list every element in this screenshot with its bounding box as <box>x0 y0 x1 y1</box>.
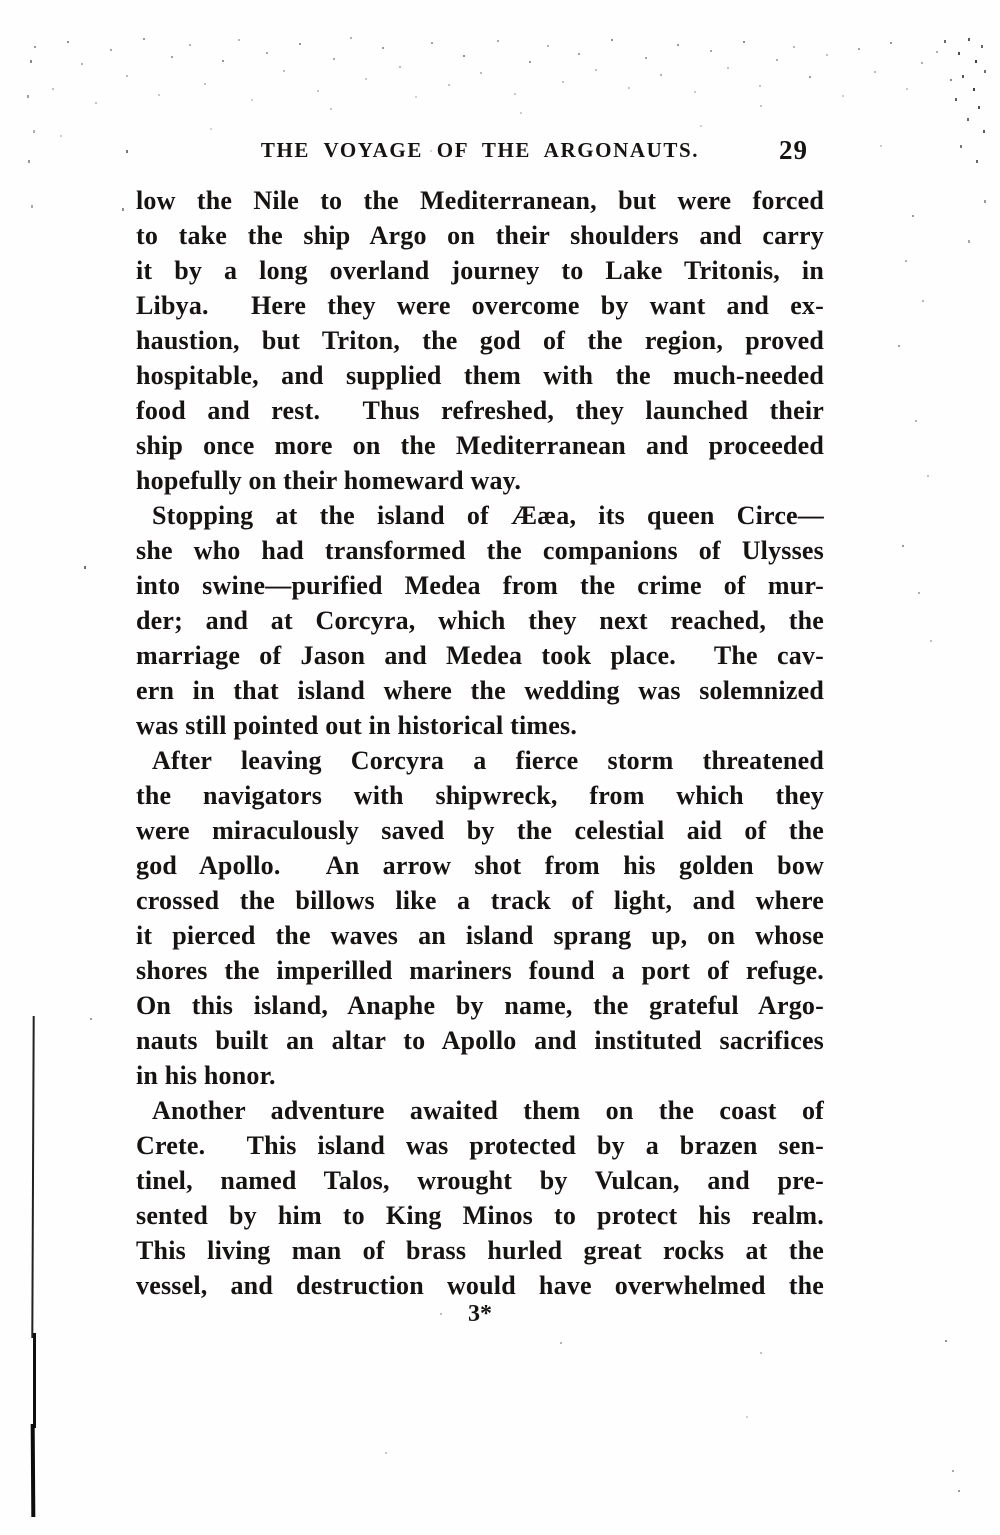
text-line: der; and at Corcyra, which they next reached, the <box>136 606 824 635</box>
text-line: Libya. Here they were overcome by want and ex- <box>136 291 824 320</box>
text-line: the navigators with shipwreck, from which they <box>136 781 824 810</box>
text-line: hopefully on their homeward way. <box>136 466 522 495</box>
scan-artifact-line <box>33 1333 36 1428</box>
text-line: crossed the billows like a track of light, and where <box>136 886 824 915</box>
text-line: low the Nile to the Mediterranean, but were forced <box>136 186 824 215</box>
text-line: she who had transformed the companions of Ulysses <box>136 536 824 565</box>
text-line: were miraculously saved by the celestial aid of the <box>136 816 824 845</box>
text-line: tinel, named Talos, wrought by Vulcan, and pre- <box>136 1166 824 1195</box>
page-header <box>136 135 824 165</box>
text-line: food and rest. Thus refreshed, they launched their <box>136 396 824 425</box>
text-line: hospitable, and supplied them with the much-needed <box>136 361 824 390</box>
text-line: sented by him to King Minos to protect his realm. <box>136 1201 824 1230</box>
text-line: was still pointed out in historical times. <box>136 711 578 740</box>
text-line: to take the ship Argo on their shoulders and carry <box>136 221 824 250</box>
signature-mark: 3* <box>468 1301 492 1327</box>
text-line: nauts built an altar to Apollo and instituted sacrifices <box>136 1026 824 1055</box>
text-line: vessel, and destruction would have overwhelmed the <box>136 1271 824 1300</box>
text-line: in his honor. <box>136 1061 276 1090</box>
text-line: Another adventure awaited them on the coast of <box>152 1096 824 1125</box>
text-line: marriage of Jason and Medea took place. The cav- <box>136 641 824 670</box>
text-line: This living man of brass hurled great rocks at the <box>136 1236 824 1265</box>
page-number: 29 <box>779 135 808 165</box>
text-line: shores the imperilled mariners found a port of refuge. <box>136 956 824 985</box>
text-line: it by a long overland journey to Lake Tritonis, in <box>136 256 824 285</box>
text-line: On this island, Anaphe by name, the grateful Argo- <box>136 991 824 1020</box>
text-line: it pierced the waves an island sprang up, on whose <box>136 921 824 950</box>
text-line: Stopping at the island of Ææa, its queen Circe— <box>152 501 824 530</box>
text-line: into swine—purified Medea from the crime of mur- <box>136 571 824 600</box>
scan-artifact-line <box>31 1016 34 1338</box>
text-line: ern in that island where the wedding was solemnized <box>136 676 824 705</box>
text-block <box>136 183 824 1303</box>
running-title: THE VOYAGE OF THE ARGONAUTS. <box>260 138 700 162</box>
text-line: After leaving Corcyra a fierce storm threatened <box>152 746 824 775</box>
scan-noise-margins <box>0 0 2 2</box>
text-line: haustion, but Triton, the god of the region, proved <box>136 326 824 355</box>
text-line: ship once more on the Mediterranean and proceeded <box>136 431 824 460</box>
text-line: Crete. This island was protected by a brazen sen- <box>136 1131 824 1160</box>
text-line: god Apollo. An arrow shot from his golden bow <box>136 851 824 880</box>
scan-artifact-line <box>31 1424 36 1517</box>
